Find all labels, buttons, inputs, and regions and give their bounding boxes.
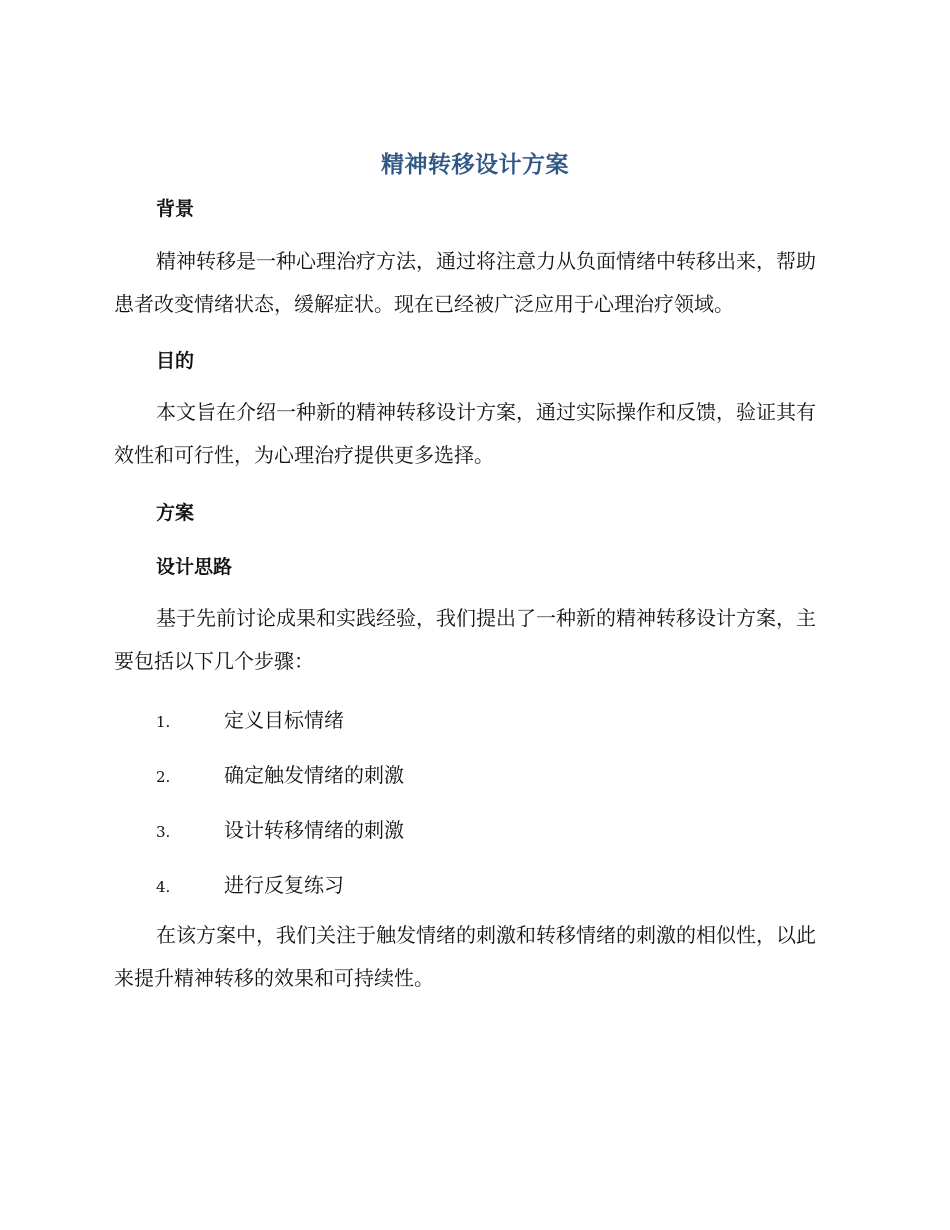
paragraph-design-intro: 基于先前讨论成果和实践经验，我们提出了一种新的精神转移设计方案，主要包括以下几个步骤： [114,606,816,673]
list-item-number: 2. [156,768,171,786]
heading-design: 设计思路 [156,556,233,578]
heading-background: 背景 [156,198,195,220]
list-item [156,759,404,788]
paragraph-background: 精神转移是一种心理治疗方法，通过将注意力从负面情绪中转移出来，帮助患者改变情绪状态，缓解症状。现在已经被广泛应用于心理治疗领域。 [114,249,816,316]
list-item [156,814,404,843]
list-item [156,869,344,898]
document-title: 精神转移设计方案 [381,152,569,178]
list-item-text: 定义目标情绪 [224,708,344,732]
list-item [156,704,344,733]
list-item-text: 进行反复练习 [224,873,344,897]
paragraph-purpose: 本文旨在介绍一种新的精神转移设计方案，通过实际操作和反馈，验证其有效性和可行性，为心理治疗提供更多选择。 [114,400,816,467]
list-item-number: 3. [156,823,171,841]
heading-purpose: 目的 [156,350,195,372]
list-item-text: 确定触发情绪的刺激 [224,763,404,787]
heading-plan: 方案 [156,502,195,524]
list-item-text: 设计转移情绪的刺激 [224,818,404,842]
paragraph-design-conclusion: 在该方案中，我们关注于触发情绪的刺激和转移情绪的刺激的相似性，以此来提升精神转移的效果和可持续性。 [114,923,816,990]
list-item-number: 1. [156,713,171,731]
list-item-number: 4. [156,878,171,896]
